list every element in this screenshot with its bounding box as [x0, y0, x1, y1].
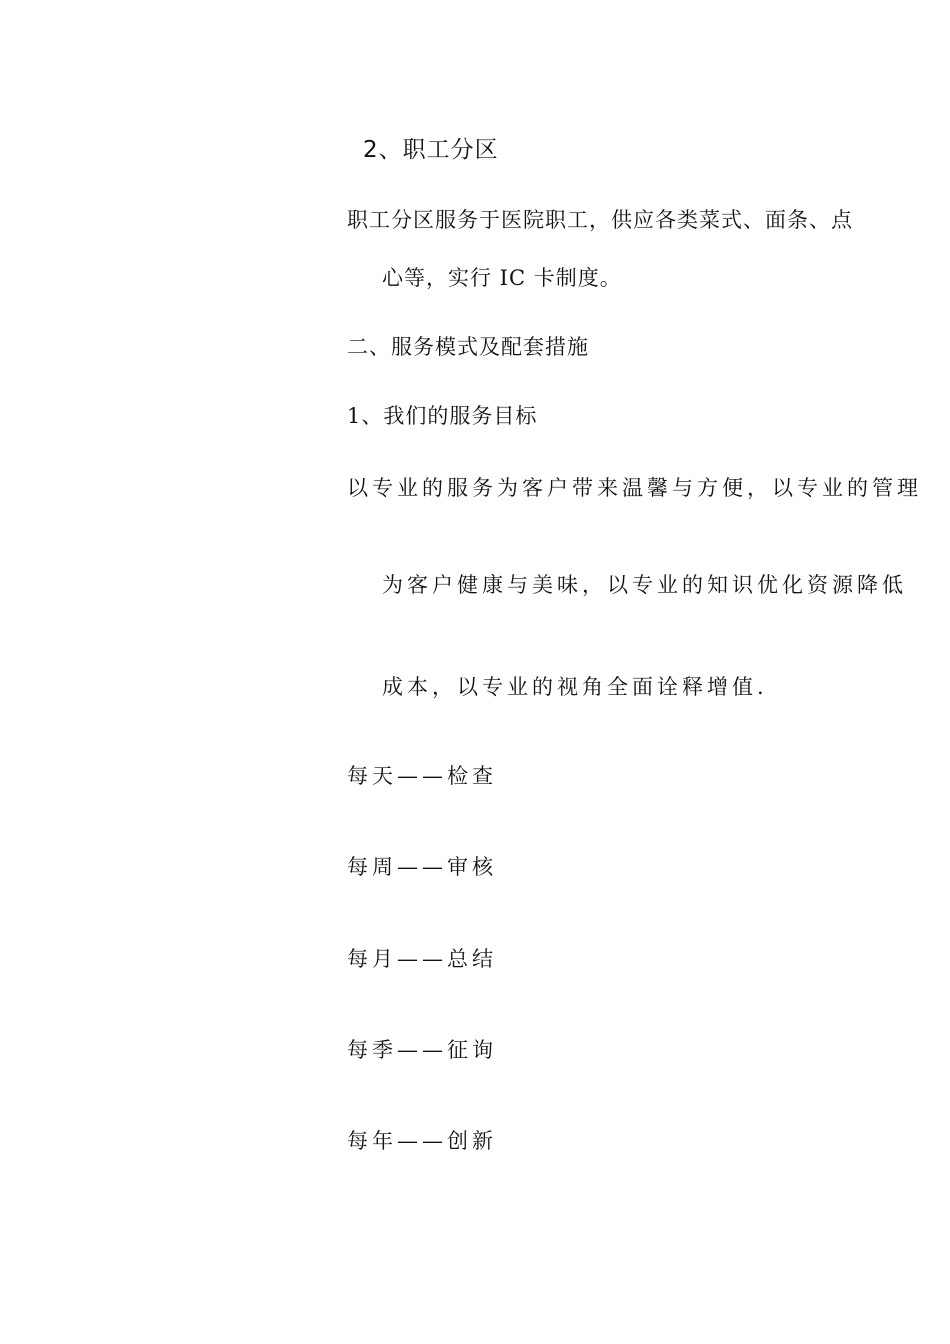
service-goal-paragraph-line-3: 成本，以专业的视角全面诠释增值. — [382, 675, 768, 699]
schedule-item-quarterly: 每季——征询 — [347, 1038, 497, 1062]
schedule-item-weekly: 每周——审核 — [347, 855, 497, 879]
sub-heading-service-goal: 1、我们的服务目标 — [347, 404, 538, 428]
schedule-item-yearly: 每年——创新 — [347, 1129, 497, 1153]
staff-zone-paragraph-line-1: 职工分区服务于医院职工，供应各类菜式、面条、点 — [347, 208, 853, 232]
section-heading-service-mode: 二、服务模式及配套措施 — [347, 335, 589, 359]
section-heading-staff-zone: 2、职工分区 — [363, 137, 499, 163]
schedule-item-daily: 每天——检查 — [347, 764, 497, 788]
schedule-item-monthly: 每月——总结 — [347, 947, 497, 971]
staff-zone-paragraph-line-2: 心等，实行 IC 卡制度。 — [382, 266, 622, 290]
service-goal-paragraph-line-2: 为客户健康与美味，以专业的知识优化资源降低 — [382, 573, 907, 597]
service-goal-paragraph-line-1: 以专业的服务为客户带来温馨与方便，以专业的管理 — [347, 476, 922, 500]
